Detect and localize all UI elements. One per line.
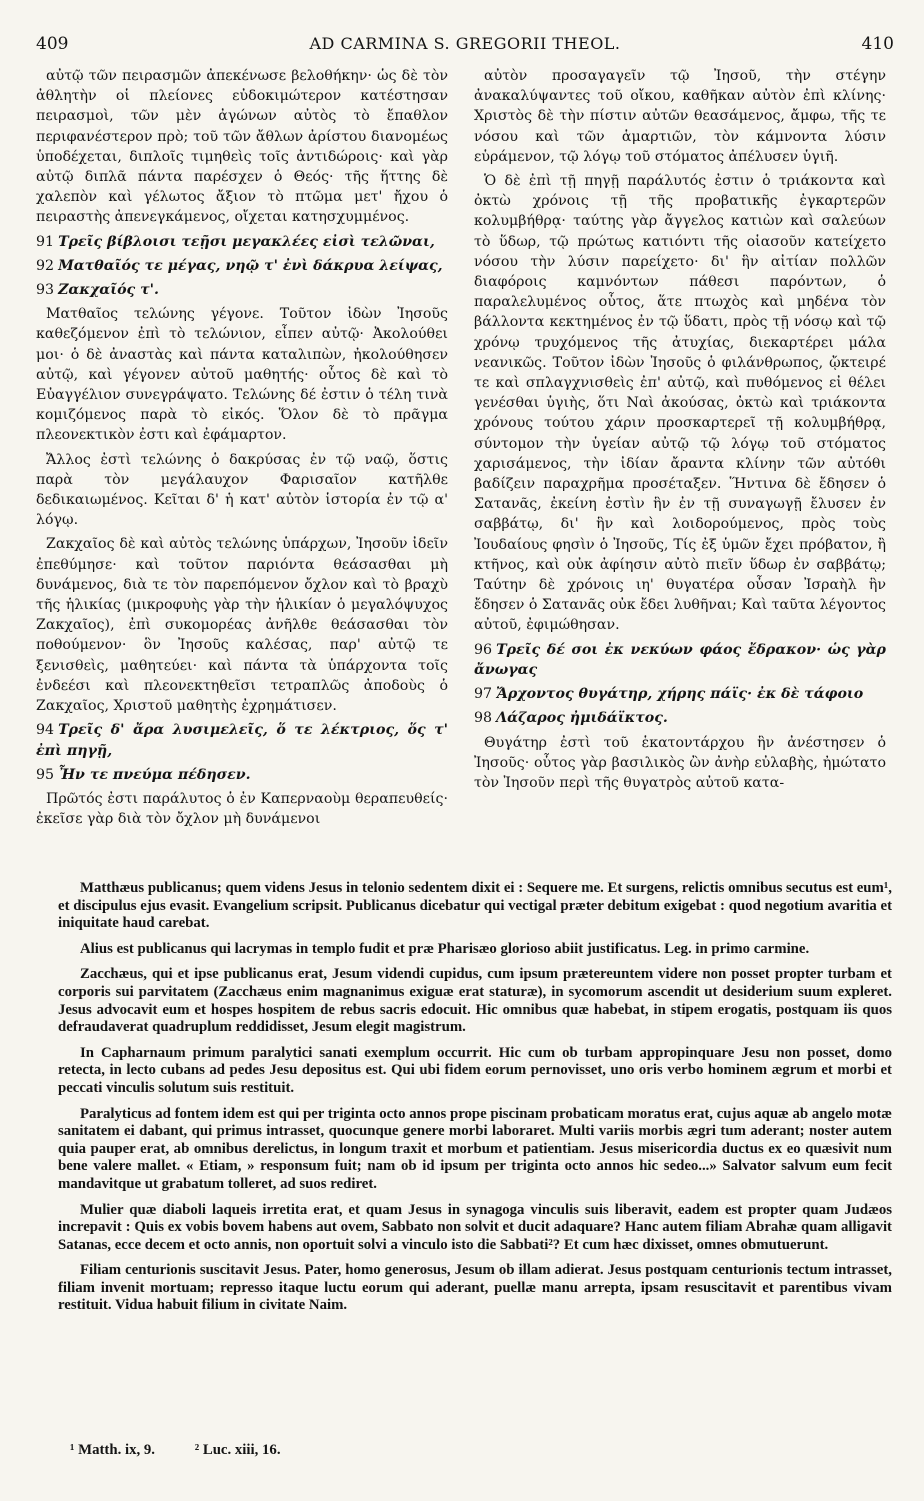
page-header	[36, 34, 894, 54]
footnote: ¹ Matth. ix, 9.	[70, 1442, 155, 1458]
verse-text: Λάζαρος ἠμιδάϊκτος.	[496, 710, 668, 727]
right-column	[474, 66, 886, 872]
verse-line	[36, 720, 448, 760]
verse-number: 96	[474, 641, 493, 658]
paragraph: Ἄλλος ἐστὶ τελώνης ὁ δακρύσας ἐν τῷ ναῷ, ὅστις παρὰ τὸν μεγάλαυχον Φαρισαῖον κατῆλθε δεδικαιωμένος. Κεῖται δ' ἡ κατ' αὐτὸν ἱστορία ἐν τῷ α' λόγῳ.	[36, 451, 448, 529]
latin-paragraph: Paralyticus ad fontem idem est qui per triginta octo annos prope piscinam probaticam moratus erat, cujus aquæ ab angelo motæ sanitatem ei dabant, qui primus intrasset, quocunque genere morbi laboraret. Multi variis morbis ægri tum aderant; noster autem quia pauper erat, ab omnibus derelictus, in longum traxit et morbum et patientiam. Jesus misericordia ductus ex eo quæsivit num bene valere mallet. « Etiam, » responsum fuit; nam ob id ipsum per triginta octo annos hic sedeo...» Salvator salvum eum fecit mandavitque ut grabatum tolleret, ad suos rediret.	[58, 1105, 892, 1192]
verse-line	[36, 256, 448, 276]
latin-paragraph: Matthæus publicanus; quem videns Jesus in telonio sedentem dixit ei : Sequere me. Et surgens, relictis omnibus secutus est eum¹, et discipulus ejus evasit. Evangelium scripsit. Publicanus dicebatur qui vectigal præter debitum exigebat : quod negotium avaritia et iniquitate haud carebat.	[58, 880, 893, 932]
verse-number: 98	[474, 710, 493, 727]
paragraph: αὐτὸν προσαγαγεῖν τῷ Ἰησοῦ, τὴν στέγην ἀνακαλύψαντες τοῦ οἴκου, καθῆκαν αὐτὸν ἐπὶ κλίνης· Χριστὸς δὲ τὴν πίστιν αὐτῶν θεασάμενος, ἄμφω, τῆς τε νόσου καὶ τῶν ἁμαρτιῶν, τὸν κάμνοντα λύσιν εὑράμενον, τῷ λόγῳ τοῦ στόματος ἀπέλυσεν ὑγιῆ.	[474, 68, 886, 165]
paragraph: αὐτῷ τῶν πειρασμῶν ἀπεκένωσε βελοθήκην· ὡς δὲ τὸν ἀθλητὴν οἱ πλείονες εὐδοκιμώτερον κατέστησαν πειρασμοὶ, τῶν μὲν ἀγώνων αὐτὸς τὸ ἔπαθλον περιφανέστερον πρὸ; τοῦ τῶν ἄθλων ἀρίστου διανομέως ὑποδέχεται, διπλοῖς τιμηθεὶς τοῖς ἀντιδώροις· καὶ γὰρ αὐτῷ διπλᾶ πάντα παρέσχεν ὁ Θεός· τῆς ἥττης δὲ χαλεπὸν καὶ γέλωτος ἄξιον τὸ πτῶμα μετ' ἤχου ὁ πειραστὴς ἀπενεγκάμενος, οἴχεται κατησχυμμένος.	[36, 68, 448, 226]
verse-text: Τρεῖς δέ σοι ἐκ νεκύων φάος ἔδρακον· ὡς γὰρ ἄνωγας	[474, 641, 886, 678]
running-title: AD CARMINA S. GREGORII THEOL.	[309, 34, 621, 53]
verse-number: 91	[36, 233, 55, 250]
paragraph: Πρῶτός ἐστι παράλυτος ὁ ἐν Καπερναοὺμ θεραπευθείς· ἐκεῖσε γὰρ διὰ τὸν ὄχλον μὴ δυνάμενοι	[36, 790, 448, 828]
verse-line	[36, 280, 448, 300]
page-number-left: 409	[36, 34, 69, 54]
paragraph: Ματθαῖος τελώνης γέγονε. Τοῦτον ἰδὼν Ἰησοῦς καθεζόμενον ἐπὶ τὸ τελώνιον, εἶπεν αὐτῷ· Ἀκολούθει μοι· ὁ δὲ ἀναστὰς καὶ πάντα καταλιπὼν, ἠκολούθησεν αὐτῷ, καὶ γέγονεν αὐτοῦ μαθητής· οὗτος δὲ καὶ τὸ Εὐαγγέλιον συνεγράψατο. Τελώνης δέ ἐστιν ὁ τέλη τινὰ κομιζόμενος παρὰ τὸ εἰκός. Ὅλον δὲ τὸ πρᾶγμα πλεονεκτικὸν ἐστι καὶ ἐφάμαρτον.	[36, 306, 448, 444]
greek-columns	[36, 66, 892, 872]
paragraph: Ὁ δὲ ἐπὶ τῇ πηγῇ παράλυτός ἐστιν ὁ τριάκοντα καὶ ὀκτὼ χρόνοις τῇ τῆς προβατικῆς ἐγκαρτερῶν κολυμβήθρᾳ· ταύτης γὰρ ἄγγελος κατιὼν καὶ σαλεύων τὸ ὕδωρ, τῷ πρώτως κατιόντι τῆς οἱασοῦν κατείχετο νόσου τὴν λύσιν παρείχετο· δι' ἣν αἰτίαν πολλῶν διαφόροις καμνόντων πάθεσι παρόντων, ὁ παραλελυμένος οὗτος, ἅτε πτωχὸς καὶ μηδένα τὸν βάλλοντα κεκτημένος ἐν τῷ ὕδατι, πρὸς τῇ νόσῳ καὶ τῷ χρόνῳ τρυχόμενος τῆς ἀτυχίας, διεκαρτέρει μάλα νεανικῶς. Τοῦτον ἰδὼν Ἰησοῦς ὁ φιλάνθρωπος, ᾤκτειρέ τε καὶ σπλαγχνισθεὶς ἐπ' αὐτῷ, καὶ πυθόμενος εἰ θέλει γενέσθαι ὑγιὴς, ὅτι Ναὶ ἀκούσας, ὀκτὼ καὶ τριάκοντα χρόνους τούτου χάριν προσκαρτερεῖ τῇ κολυμβήθρᾳ, σύντομον τὴν ὑγείαν αὐτῷ τῷ λόγῳ τοῦ στόματος χαρισάμενος, τὴν ἰδίαν ἄραντα κλίνην τῶν αὐτόθι βαδίζειν παραχρῆμα προσέταξεν. Ἥντινα δὲ ἔδησεν ὁ Σατανᾶς, ἐκείνη ἐστὶν ἣν ἐν τῇ συναγωγῇ ἔλυσεν ἐν σαββάτῳ, δι' ἣν καὶ λοιδορούμενος, πρὸς τοὺς Ἰουδαίους φησὶν ὁ Ἰησοῦς, Τίς ἐξ ὑμῶν ἔχει πρόβατον, ἢ κτῆνος, καὶ οὐκ ἀφίησιν αὐτὸ πιεῖν ὕδωρ ἐν σαββάτῳ; Ταύτην δὲ χρόνοις ιη' θυγατέρα οὖσαν Ἰσραὴλ ἣν ἔδησεν ὁ Σατανᾶς οὐκ ἔδει λυθῆναι; Καὶ ταῦτα λέγοντος αὐτοῦ, ἐφιμώθησαν.	[474, 173, 886, 634]
verse-line	[474, 640, 886, 680]
paragraph: Ζακχαῖος δὲ καὶ αὐτὸς τελώνης ὑπάρχων, Ἰησοῦν ἰδεῖν ἐπεθύμησε· καὶ τοῦτον παριόντα θεάσασθαι μὴ δυνάμενος, διὰ τε τὸν παρεπόμενον ὄχλον καὶ τὸ βραχὺ τῆς ἡλικίας (μικροφυὴς γὰρ τὴν ἡλικίαν ὁ μεγαλόψυχος Ζακχαῖος), ἐπὶ συκομορέας ἀνῆλθε θεάσασθαι τὸν ποθούμενον· ὃν Ἰησοῦς καλέσας, παρ' αὐτῷ τε ξενισθεὶς, μαθητεύει· καὶ πάντα τὰ ὑπάρχοντα τοῖς ἐνδεέσι καὶ πλεονεκτηθεῖσι τετραπλῶς ἀποδοὺς ὁ Ζακχαῖος, Χριστοῦ μαθητὴς ἐχρημάτισεν.	[36, 536, 448, 715]
verse-text: Τρεῖς δ' ἄρα λυσιμελεῖς, ὅ τε λέκτριος, ὅς τ' ἐπὶ πηγῇ,	[36, 722, 448, 759]
latin-paragraph: Filiam centurionis suscitavit Jesus. Pater, homo generosus, Jesum ob illam adierat. Jesus postquam centurionis tectum intrasset, filiam invenit mortuam; represso itaque luctu eorum qui aderant, puellæ manu arrepta, ipsam resuscitavit et parentibus vivam restituit. Vidua habuit filium in civitate Naim.	[58, 1262, 892, 1314]
verse-text: Ματθαῖός τε μέγας, νηῷ τ' ἐνὶ δάκρυα λείψας,	[58, 257, 443, 274]
latin-paragraph: Alius est publicanus qui lacrymas in templo fudit et præ Pharisæo glorioso abiit justificatus. Leg. in primo carmine.	[80, 940, 810, 957]
verse-text: Ἦν τε πνεύμα πέδησεν.	[58, 766, 251, 783]
latin-paragraph: Mulier quæ diaboli laqueis irretita erat, et quam Jesus in synagoga vinculis suis liberavit, eadem est propter quam Judæos increpavit : Quis ex vobis bovem habens aut ovem, Sabbato non solvit et ducit adaquare? Hanc autem filiam Abrahæ quam alligavit Satanas, ecce decem et octo annis, non oportuit solvi a vinculo isto die Sabbati²? Et cum hæc dixisset, omnes obmutuerunt.	[58, 1201, 892, 1253]
paragraph: Θυγάτηρ ἐστὶ τοῦ ἑκατοντάρχου ἣν ἀνέστησεν ὁ Ἰησοῦς· οὗτος γὰρ βασιλικὸς ὢν ἀνὴρ εὐλαβὴς, ἠμώτατο τὸν Ἰησοῦν περὶ τῆς θυγατρὸς αὐτοῦ κατα-	[474, 734, 886, 791]
verse-line	[36, 765, 448, 785]
latin-paragraph: In Capharnaum primum paralytici sanati exemplum occurrit. Hic cum ob turbam appropinquare Jesu non posset, domo retecta, in lecto cubans ad pedes Jesu depositus est. Qui ubi fidem eorum pernovisset, uno oris verbo hominem ægrum et morbi et peccati vinculis solutum suis restituit.	[58, 1044, 892, 1096]
footnote: ² Luc. xiii, 16.	[194, 1442, 281, 1458]
verse-number: 94	[36, 722, 55, 739]
verse-line	[474, 708, 886, 728]
verse-number: 93	[36, 282, 55, 299]
verse-line	[36, 232, 448, 252]
latin-translation	[58, 880, 892, 1323]
verse-number: 92	[36, 257, 55, 274]
page-number-right: 410	[861, 34, 894, 54]
verse-text: Τρεῖς βίβλοισι τεῇσι μεγακλέες εἰσὶ τελῶναι,	[58, 233, 435, 250]
verse-line	[474, 684, 886, 704]
verse-text: Ζακχαῖός τ'.	[58, 282, 159, 299]
verse-number: 95	[36, 766, 55, 783]
footnotes	[70, 1442, 770, 1459]
latin-paragraph: Zacchæus, qui et ipse publicanus erat, Jesum videndi cupidus, cum ipsum prætereuntem videre non posset propter turbam et corporis sui parvitatem (Zacchæus enim magnanimus exiguæ erat staturæ), in sycomorum ascendit ut desiderium suum expleret. Jesus advocavit eum et hospes hospitem de rebus sacris edocuit. Hic omnibus quæ habebat, in stipem erogatis, postquam iis quos defraudaverat quadruplum reddidisset, Jesum elegit magistrum.	[58, 966, 892, 1036]
verse-number: 97	[474, 686, 493, 703]
verse-text: Ἄρχοντος θυγάτηρ, χήρης πάϊς· ἐκ δὲ τάφοιο	[496, 686, 864, 703]
left-column	[36, 66, 448, 872]
